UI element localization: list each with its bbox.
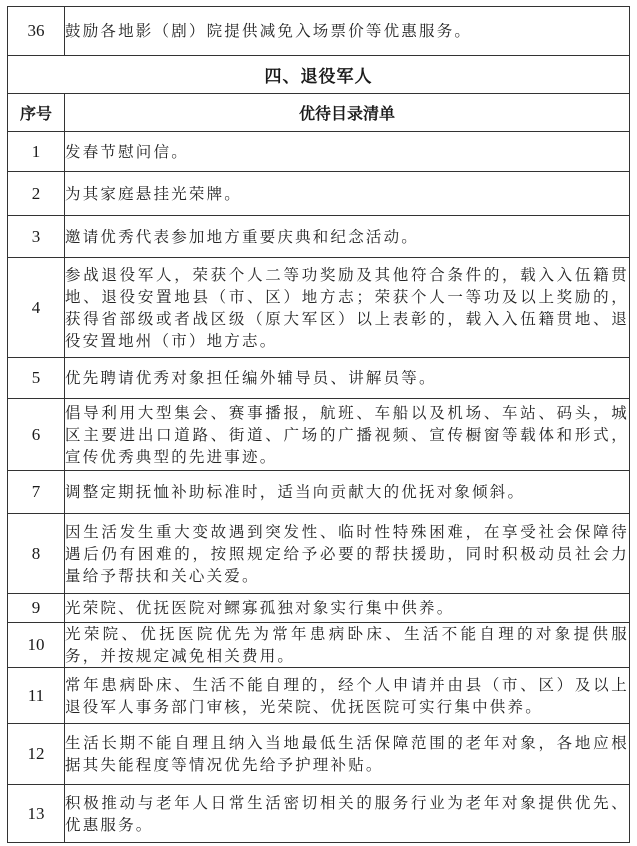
row-number: 36 xyxy=(8,7,65,56)
table-row xyxy=(8,399,630,471)
row-number: 6 xyxy=(8,399,65,471)
row-text: 常年患病卧床、生活不能自理的，经个人申请并由县（市、区）及以上退役军人事务部门审核，光荣院、优抚医院可实行集中供养。 xyxy=(65,668,630,724)
column-header-number: 序号 xyxy=(8,94,65,132)
table-row xyxy=(8,358,630,399)
row-number: 1 xyxy=(8,132,65,172)
row-number: 10 xyxy=(8,623,65,668)
row-number: 8 xyxy=(8,514,65,594)
table-row xyxy=(8,471,630,514)
row-number: 5 xyxy=(8,358,65,399)
row-number: 12 xyxy=(8,724,65,785)
row-text: 光荣院、优抚医院对鳏寡孤独对象实行集中供养。 xyxy=(65,594,630,623)
row-number: 3 xyxy=(8,216,65,258)
table-row xyxy=(8,258,630,358)
row-text: 倡导利用大型集会、赛事播报，航班、车船以及机场、车站、码头，城区主要进出口道路、街道、广场的广播视频、宣传橱窗等载体和形式，宣传优秀典型的先进事迹。 xyxy=(65,399,630,471)
header-row xyxy=(8,94,630,132)
section-row xyxy=(8,56,630,94)
row-text: 为其家庭悬挂光荣牌。 xyxy=(65,172,630,216)
row-text: 参战退役军人，荣获个人二等功奖励及其他符合条件的，载入入伍籍贯地、退役安置地县（市、区）地方志；荣获个人一等功及以上奖励的，获得省部级或者战区级（原大军区）以上表彰的，载入入伍籍贯地、退役安置地州（市）地方志。 xyxy=(65,258,630,358)
table-row xyxy=(8,172,630,216)
table-row xyxy=(8,132,630,172)
table-row xyxy=(8,623,630,668)
row-text: 鼓励各地影（剧）院提供减免入场票价等优惠服务。 xyxy=(65,7,630,56)
row-text: 优先聘请优秀对象担任编外辅导员、讲解员等。 xyxy=(65,358,630,399)
row-number: 11 xyxy=(8,668,65,724)
table-row xyxy=(8,785,630,843)
row-text: 光荣院、优抚医院优先为常年患病卧床、生活不能自理的对象提供服务，并按规定减免相关费用。 xyxy=(65,623,630,668)
column-header-content: 优待目录清单 xyxy=(65,94,630,132)
table-row xyxy=(8,668,630,724)
row-text: 因生活发生重大变故遇到突发性、临时性特殊困难，在享受社会保障待遇后仍有困难的，按照规定给予必要的帮扶援助，同时积极动员社会力量给予帮扶和关心关爱。 xyxy=(65,514,630,594)
table-row xyxy=(8,594,630,623)
row-text: 生活长期不能自理且纳入当地最低生活保障范围的老年对象，各地应根据其失能程度等情况优先给予护理补贴。 xyxy=(65,724,630,785)
table-row xyxy=(8,514,630,594)
row-text: 调整定期抚恤补助标准时，适当向贡献大的优抚对象倾斜。 xyxy=(65,471,630,514)
row-number: 9 xyxy=(8,594,65,623)
section-title: 四、退役军人 xyxy=(8,56,630,94)
table-row xyxy=(8,724,630,785)
benefits-table xyxy=(7,6,630,843)
row-text: 邀请优秀代表参加地方重要庆典和纪念活动。 xyxy=(65,216,630,258)
row-number: 4 xyxy=(8,258,65,358)
row-number: 7 xyxy=(8,471,65,514)
row-text: 积极推动与老年人日常生活密切相关的服务行业为老年对象提供优先、优惠服务。 xyxy=(65,785,630,843)
table-row xyxy=(8,216,630,258)
table-row xyxy=(8,7,630,56)
row-number: 2 xyxy=(8,172,65,216)
row-number: 13 xyxy=(8,785,65,843)
row-text: 发春节慰问信。 xyxy=(65,132,630,172)
